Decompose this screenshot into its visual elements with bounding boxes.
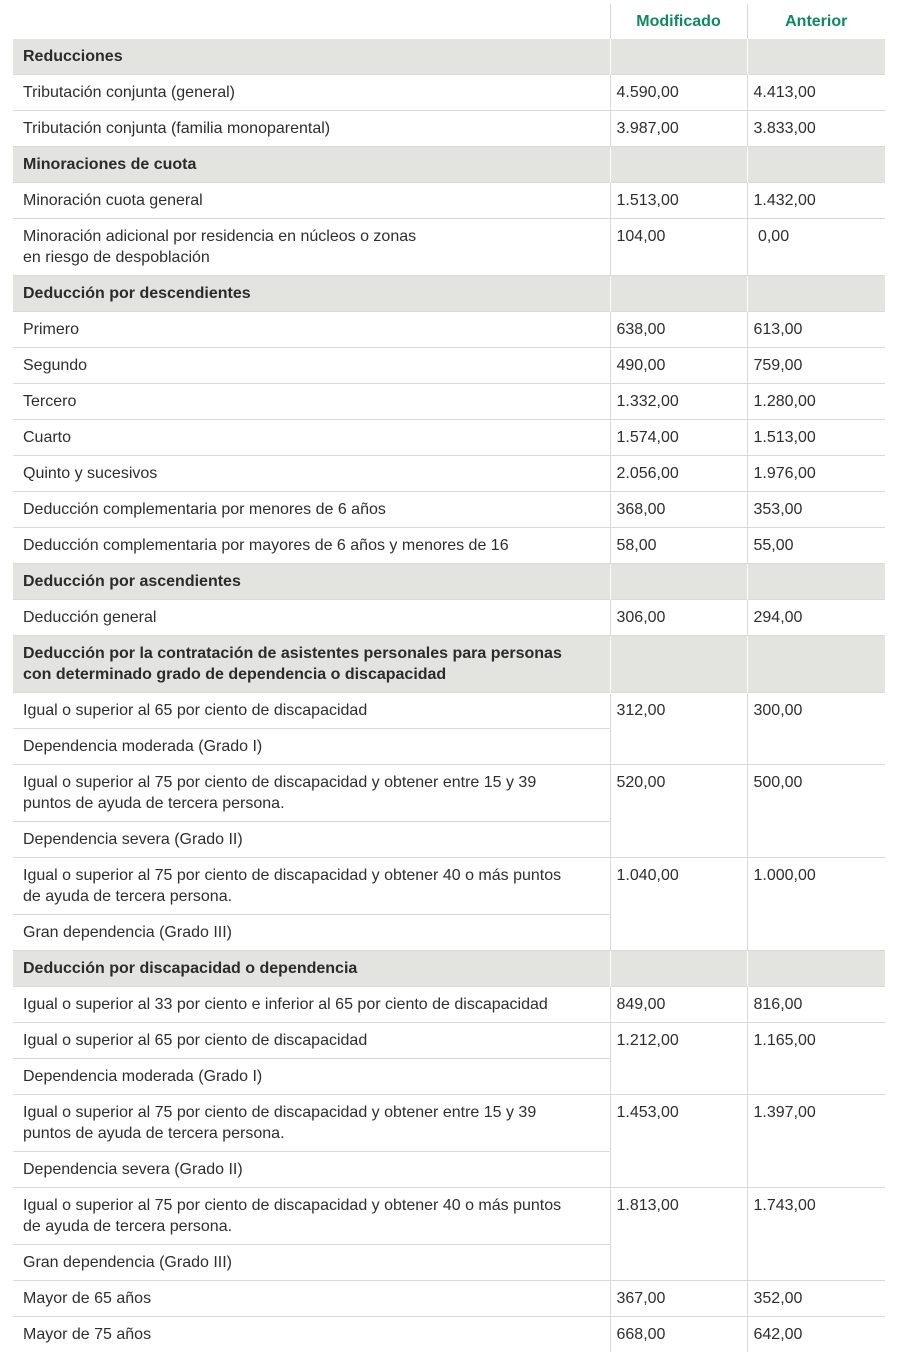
section-title: Deducción por ascendientes xyxy=(13,564,610,600)
section-row xyxy=(13,951,885,987)
row-label: Quinto y sucesivos xyxy=(13,456,610,492)
table-row xyxy=(13,858,885,915)
section-empty-cell xyxy=(610,564,747,600)
section-title: Deducción por la contratación de asistentes personales para personas con determinado grado de dependencia o discapacidad xyxy=(13,636,610,693)
value-anterior: 1.000,00 xyxy=(747,858,885,951)
section-row xyxy=(13,39,885,75)
value-modificado: 1.574,00 xyxy=(610,420,747,456)
row-label: Minoración cuota general xyxy=(13,183,610,219)
section-row xyxy=(13,564,885,600)
row-label: Dependencia moderada (Grado I) xyxy=(13,1059,610,1095)
table-row xyxy=(13,183,885,219)
table-row xyxy=(13,1188,885,1245)
value-anterior: 1.743,00 xyxy=(747,1188,885,1281)
value-anterior: 1.976,00 xyxy=(747,456,885,492)
table-row xyxy=(13,1317,885,1353)
section-row xyxy=(13,147,885,183)
section-row xyxy=(13,276,885,312)
value-anterior: 500,00 xyxy=(747,765,885,858)
table-row xyxy=(13,456,885,492)
header-blank-cell xyxy=(13,4,610,39)
section-empty-cell xyxy=(747,636,885,693)
value-anterior: 294,00 xyxy=(747,600,885,636)
row-label: Tributación conjunta (general) xyxy=(13,75,610,111)
value-anterior: 0,00 xyxy=(747,219,885,276)
section-empty-cell xyxy=(610,276,747,312)
row-label: Tercero xyxy=(13,384,610,420)
row-label: Dependencia severa (Grado II) xyxy=(13,1152,610,1188)
value-modificado: 4.590,00 xyxy=(610,75,747,111)
value-modificado: 306,00 xyxy=(610,600,747,636)
row-label: Igual o superior al 65 por ciento de discapacidad xyxy=(13,693,610,729)
table-row xyxy=(13,492,885,528)
table-row xyxy=(13,1023,885,1059)
value-anterior: 642,00 xyxy=(747,1317,885,1353)
table-row xyxy=(13,600,885,636)
table-row xyxy=(13,987,885,1023)
row-label: Igual o superior al 75 por ciento de discapacidad y obtener entre 15 y 39 puntos de ayuda de tercera persona. xyxy=(13,765,610,822)
section-empty-cell xyxy=(747,39,885,75)
row-label: Segundo xyxy=(13,348,610,384)
value-modificado: 368,00 xyxy=(610,492,747,528)
value-anterior: 1.280,00 xyxy=(747,384,885,420)
table-row xyxy=(13,420,885,456)
section-empty-cell xyxy=(610,951,747,987)
deductions-table xyxy=(13,4,885,1352)
table-row xyxy=(13,1095,885,1152)
row-label: Igual o superior al 75 por ciento de discapacidad y obtener entre 15 y 39 puntos de ayuda de tercera persona. xyxy=(13,1095,610,1152)
value-anterior: 353,00 xyxy=(747,492,885,528)
table-row xyxy=(13,1281,885,1317)
row-label: Tributación conjunta (familia monoparental) xyxy=(13,111,610,147)
section-empty-cell xyxy=(747,951,885,987)
value-modificado: 2.056,00 xyxy=(610,456,747,492)
value-modificado: 1.040,00 xyxy=(610,858,747,951)
value-modificado: 849,00 xyxy=(610,987,747,1023)
value-anterior: 1.513,00 xyxy=(747,420,885,456)
value-anterior: 300,00 xyxy=(747,693,885,765)
value-modificado: 1.453,00 xyxy=(610,1095,747,1188)
value-modificado: 1.513,00 xyxy=(610,183,747,219)
value-modificado: 1.332,00 xyxy=(610,384,747,420)
row-label: Deducción complementaria por mayores de 6 años y menores de 16 xyxy=(13,528,610,564)
row-label: Gran dependencia (Grado III) xyxy=(13,1245,610,1281)
header-anterior: Anterior xyxy=(747,4,885,39)
value-anterior: 352,00 xyxy=(747,1281,885,1317)
value-anterior: 1.165,00 xyxy=(747,1023,885,1095)
row-label: Gran dependencia (Grado III) xyxy=(13,915,610,951)
value-modificado: 1.813,00 xyxy=(610,1188,747,1281)
value-modificado: 520,00 xyxy=(610,765,747,858)
table-row xyxy=(13,528,885,564)
value-modificado: 490,00 xyxy=(610,348,747,384)
section-empty-cell xyxy=(610,147,747,183)
value-anterior: 3.833,00 xyxy=(747,111,885,147)
value-anterior: 759,00 xyxy=(747,348,885,384)
table-row xyxy=(13,765,885,822)
table-row xyxy=(13,384,885,420)
section-empty-cell xyxy=(747,276,885,312)
table-row xyxy=(13,111,885,147)
row-label: Igual o superior al 33 por ciento e inferior al 65 por ciento de discapacidad xyxy=(13,987,610,1023)
table-row xyxy=(13,219,885,276)
table-row xyxy=(13,75,885,111)
row-label: Mayor de 65 años xyxy=(13,1281,610,1317)
section-title: Deducción por discapacidad o dependencia xyxy=(13,951,610,987)
section-empty-cell xyxy=(747,564,885,600)
value-modificado: 668,00 xyxy=(610,1317,747,1353)
value-anterior: 613,00 xyxy=(747,312,885,348)
value-modificado: 312,00 xyxy=(610,693,747,765)
row-label: Deducción complementaria por menores de 6 años xyxy=(13,492,610,528)
row-label: Dependencia moderada (Grado I) xyxy=(13,729,610,765)
value-modificado: 3.987,00 xyxy=(610,111,747,147)
deductions-table-wrapper xyxy=(13,4,885,1352)
row-label: Igual o superior al 65 por ciento de discapacidad xyxy=(13,1023,610,1059)
row-label: Cuarto xyxy=(13,420,610,456)
row-label: Igual o superior al 75 por ciento de discapacidad y obtener 40 o más puntos de ayuda de tercera persona. xyxy=(13,1188,610,1245)
table-row xyxy=(13,348,885,384)
section-empty-cell xyxy=(610,39,747,75)
row-label: Mayor de 75 años xyxy=(13,1317,610,1353)
value-modificado: 58,00 xyxy=(610,528,747,564)
section-empty-cell xyxy=(610,636,747,693)
value-anterior: 816,00 xyxy=(747,987,885,1023)
row-label: Minoración adicional por residencia en núcleos o zonas en riesgo de despoblación xyxy=(13,219,610,276)
row-label: Dependencia severa (Grado II) xyxy=(13,822,610,858)
section-row xyxy=(13,636,885,693)
table-row xyxy=(13,693,885,729)
value-anterior: 1.397,00 xyxy=(747,1095,885,1188)
section-empty-cell xyxy=(747,147,885,183)
table-row xyxy=(13,312,885,348)
table-header-row xyxy=(13,4,885,39)
header-modificado: Modificado xyxy=(610,4,747,39)
row-label: Primero xyxy=(13,312,610,348)
section-title: Minoraciones de cuota xyxy=(13,147,610,183)
section-title: Reducciones xyxy=(13,39,610,75)
value-modificado: 1.212,00 xyxy=(610,1023,747,1095)
value-modificado: 638,00 xyxy=(610,312,747,348)
value-anterior: 1.432,00 xyxy=(747,183,885,219)
row-label: Deducción general xyxy=(13,600,610,636)
value-anterior: 55,00 xyxy=(747,528,885,564)
section-title: Deducción por descendientes xyxy=(13,276,610,312)
row-label: Igual o superior al 75 por ciento de discapacidad y obtener 40 o más puntos de ayuda de tercera persona. xyxy=(13,858,610,915)
value-anterior: 4.413,00 xyxy=(747,75,885,111)
table-body xyxy=(13,39,885,1352)
value-modificado: 367,00 xyxy=(610,1281,747,1317)
value-modificado: 104,00 xyxy=(610,219,747,276)
